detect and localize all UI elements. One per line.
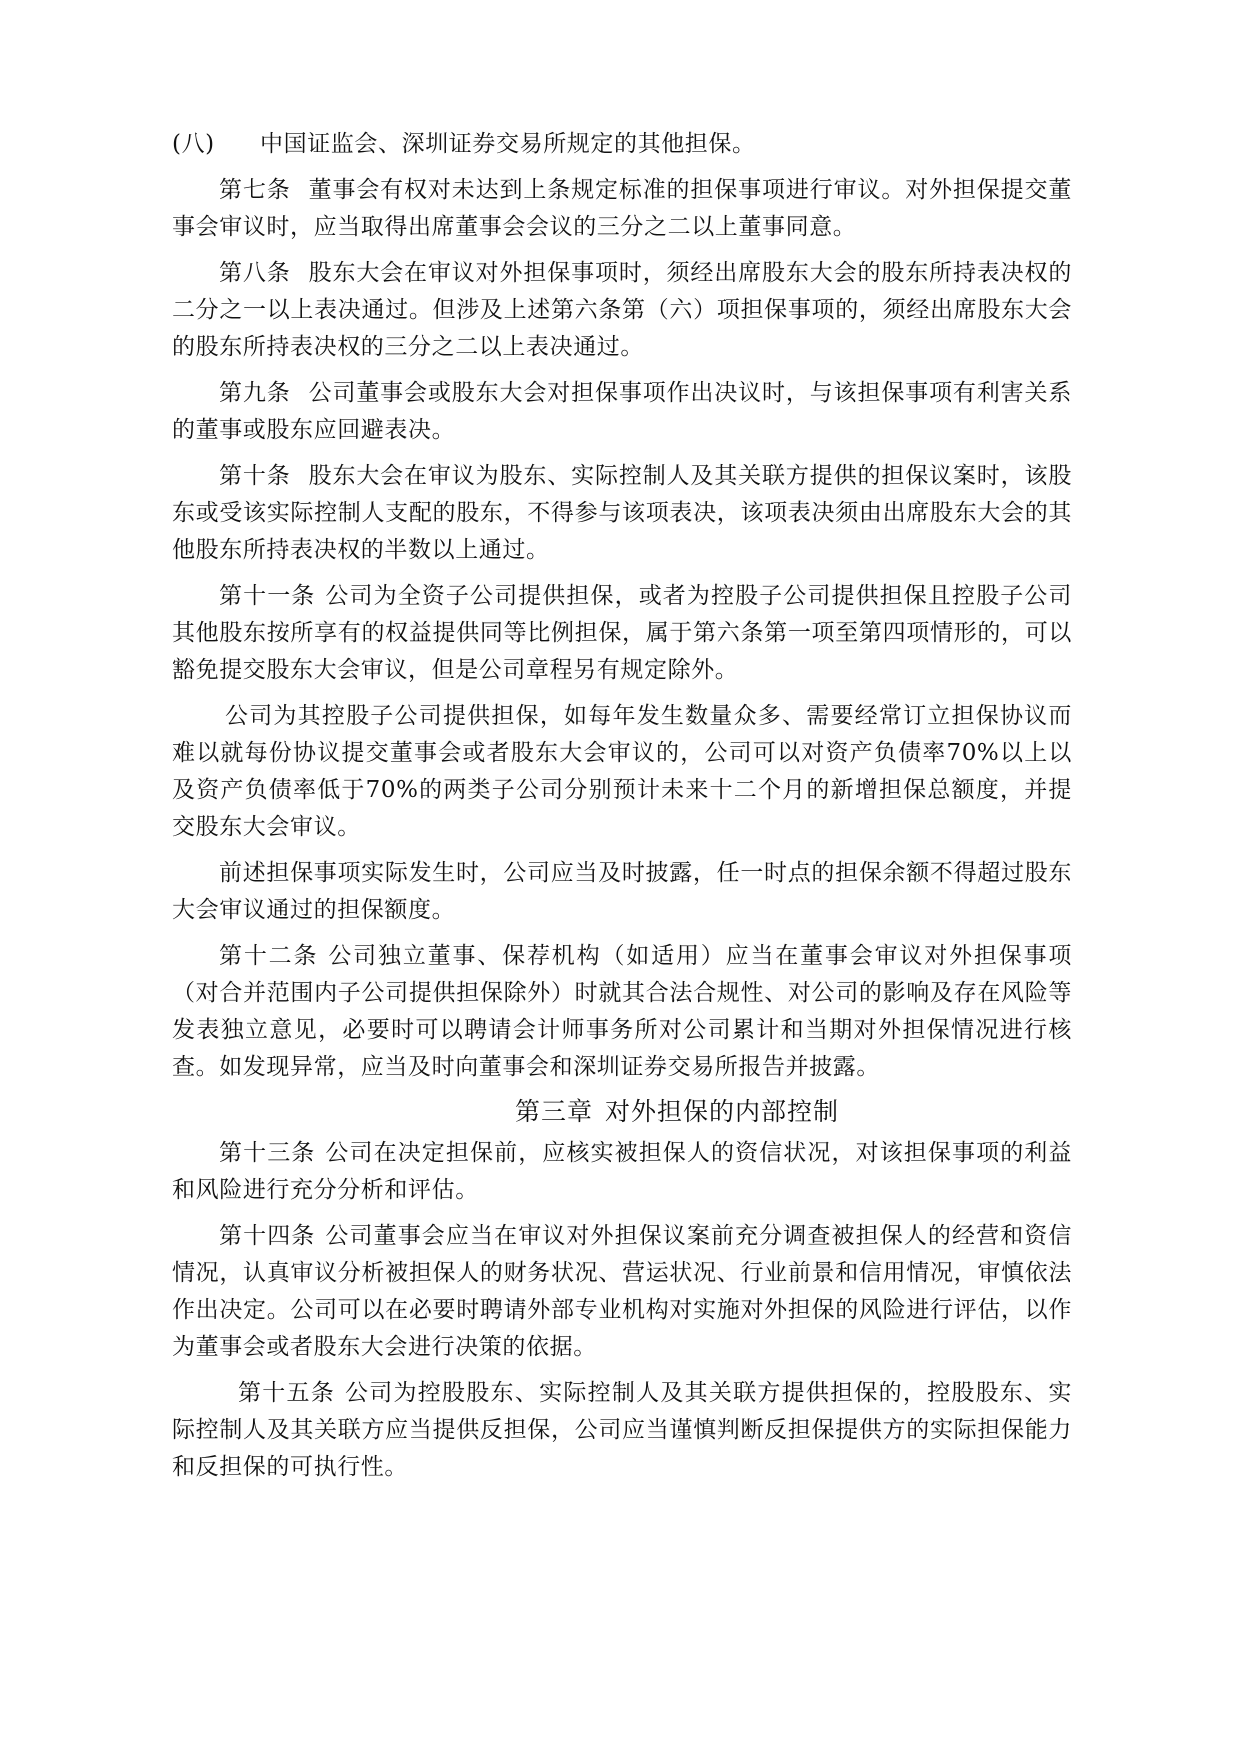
article-11-text: 公司为全资子公司提供担保，或者为控股子公司提供担保且控股子公司其他股东按所享有的权益提供同等比例担保，属于第六条第一项至第四项情形的，可以豁免提交股东大会审议，但是公司章程另有规定除外。 [172,583,1072,683]
list-item-number: (八) [172,131,215,157]
article-10 [172,458,1072,569]
article-10-label: 第十条 [219,463,291,489]
chapter-3-heading [172,1093,1072,1131]
article-12-label: 第十二条 [219,943,319,969]
article-12 [172,938,1072,1086]
article-14 [172,1218,1072,1366]
article-8-label: 第八条 [219,260,291,286]
article-15-label: 第十五条 [238,1380,336,1406]
list-item-text: 中国证监会、深圳证券交易所规定的其他担保。 [260,131,756,157]
article-7-label: 第七条 [219,177,291,203]
chapter-3-label: 第三章 [514,1097,593,1126]
article-14-text: 公司董事会应当在审议对外担保议案前充分调查被担保人的经营和资信情况，认真审议分析被担保人的财务状况、营运状况、行业前景和信用情况，审慎依法作出决定。公司可以在必要时聘请外部专业机构对实施对外担保的风险进行评估，以作为董事会或者股东大会进行决策的依据。 [172,1223,1072,1360]
article-14-label: 第十四条 [219,1223,316,1249]
list-item-8 [172,126,1072,163]
article-15 [172,1375,1072,1486]
article-13-label: 第十三条 [219,1140,316,1166]
article-13 [172,1135,1072,1209]
article-9 [172,375,1072,449]
article-11-label: 第十一条 [219,583,316,609]
article-13-text: 公司在决定担保前，应核实被担保人的资信状况，对该担保事项的利益和风险进行充分分析和评估。 [172,1140,1072,1203]
document-body [172,126,1072,1495]
article-7 [172,172,1072,246]
article-11-paragraph-2: 公司为其控股子公司提供担保，如每年发生数量众多、需要经常订立担保协议而难以就每份协议提交董事会或者股东大会审议的，公司可以对资产负债率70%以上以及资产负债率低于70%的两类子公司分别预计未来十二个月的新增担保总额度，并提交股东大会审议。 [172,703,1072,840]
article-15-text: 公司为控股股东、实际控制人及其关联方提供担保的，控股股东、实际控制人及其关联方应当提供反担保，公司应当谨慎判断反担保提供方的实际担保能力和反担保的可执行性。 [172,1380,1073,1480]
article-9-text: 公司董事会或股东大会对担保事项作出决议时，与该担保事项有利害关系的董事或股东应回避表决。 [172,380,1072,443]
article-12-text: 公司独立董事、保荐机构（如适用）应当在董事会审议对外担保事项（对合并范围内子公司提供担保除外）时就其合法合规性、对公司的影响及存在风险等发表独立意见，必要时可以聘请会计师事务所对公司累计和当期对外担保情况进行核查。如发现异常，应当及时向董事会和深圳证券交易所报告并披露。 [172,943,1073,1080]
article-7-text: 董事会有权对未达到上条规定标准的担保事项进行审议。对外担保提交董事会审议时，应当取得出席董事会会议的三分之二以上董事同意。 [172,177,1072,240]
article-11-paragraph-3: 前述担保事项实际发生时，公司应当及时披露，任一时点的担保余额不得超过股东大会审议通过的担保额度。 [172,860,1072,923]
article-10-text: 股东大会在审议为股东、实际控制人及其关联方提供的担保议案时，该股东或受该实际控制人支配的股东，不得参与该项表决，该项表决须由出席股东大会的其他股东所持表决权的半数以上通过。 [172,463,1072,563]
article-9-label: 第九条 [219,380,291,406]
article-8 [172,255,1072,366]
article-11 [172,578,1072,689]
article-8-text: 股东大会在审议对外担保事项时，须经出席股东大会的股东所持表决权的二分之一以上表决通过。但涉及上述第六条第（六）项担保事项的，须经出席股东大会的股东所持表决权的三分之二以上表决通过。 [172,260,1072,360]
chapter-3-title: 对外担保的内部控制 [605,1097,840,1126]
